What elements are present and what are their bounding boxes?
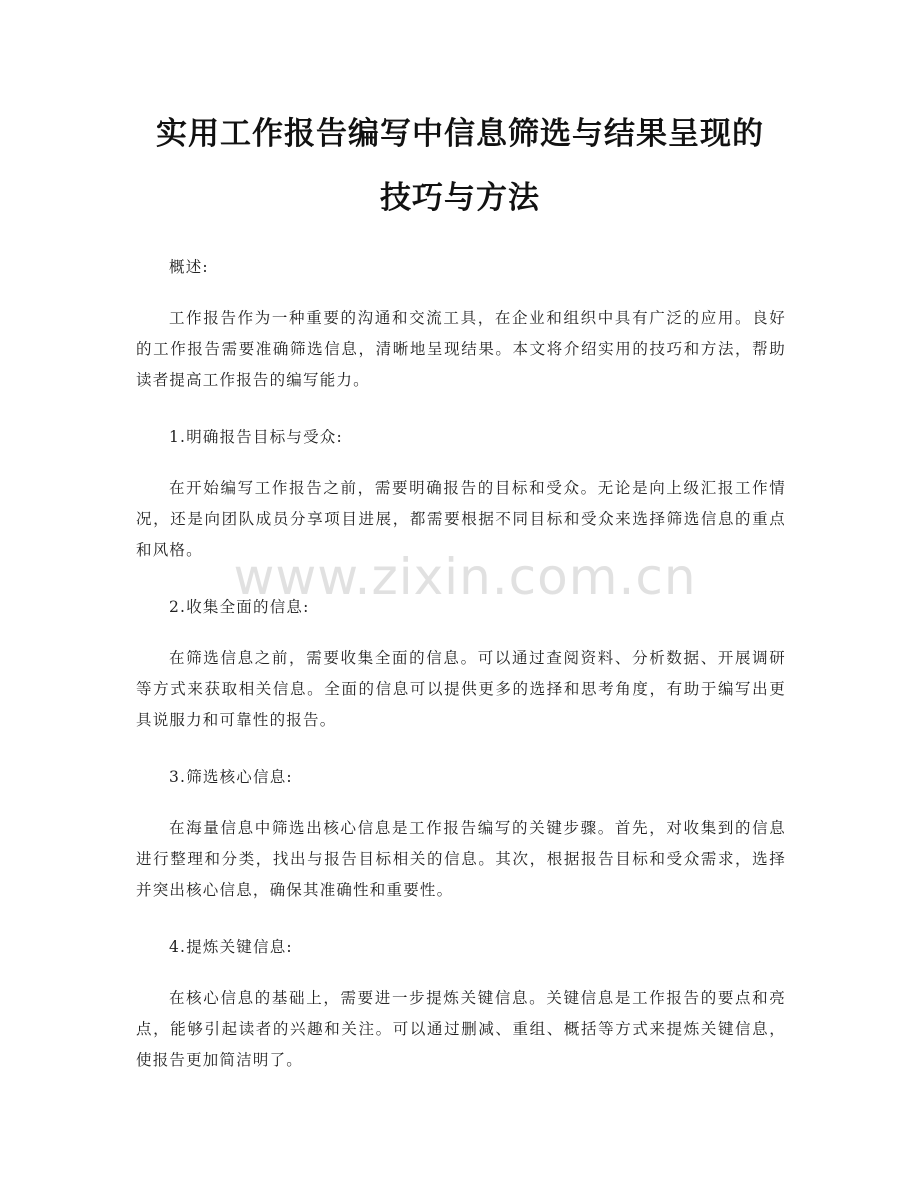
section-heading-4: 4.提炼关键信息: [169, 938, 293, 956]
paragraph-1: 在开始编写工作报告之前，需要明确报告的目标和受众。无论是向上级汇报工作情况，还是向团队成员分享项目进展，都需要根据不同目标和受众来选择筛选信息的重点和风格。 [136, 479, 786, 559]
section-heading-overview: 概述: [169, 258, 209, 276]
document-title-line-1: 实用工作报告编写中信息筛选与结果呈现的 [156, 116, 764, 152]
watermark: www.zixin.com.cn [233, 548, 697, 606]
section-heading-2: 2.收集全面的信息: [169, 598, 310, 616]
section-heading-3: 3.筛选核心信息: [169, 768, 293, 786]
document-title-line-2: 技巧与方法 [380, 180, 540, 216]
document-body [136, 252, 786, 1102]
paragraph-4: 在核心信息的基础上，需要进一步提炼关键信息。关键信息是工作报告的要点和亮点，能够引起读者的兴趣和关注。可以通过删减、重组、概括等方式来提炼关键信息，使报告更加简洁明了。 [136, 989, 786, 1069]
paragraph-2: 在筛选信息之前，需要收集全面的信息。可以通过查阅资料、分析数据、开展调研等方式来获取相关信息。全面的信息可以提供更多的选择和思考角度，有助于编写出更具说服力和可靠性的报告。 [136, 649, 786, 729]
section-heading-1: 1.明确报告目标与受众: [169, 428, 343, 446]
paragraph-3: 在海量信息中筛选出核心信息是工作报告编写的关键步骤。首先，对收集到的信息进行整理和分类，找出与报告目标相关的信息。其次，根据报告目标和受众需求，选择并突出核心信息，确保其准确性和重要性。 [136, 819, 786, 899]
paragraph-overview: 工作报告作为一种重要的沟通和交流工具，在企业和组织中具有广泛的应用。良好的工作报告需要准确筛选信息，清晰地呈现结果。本文将介绍实用的技巧和方法，帮助读者提高工作报告的编写能力。 [136, 309, 786, 389]
